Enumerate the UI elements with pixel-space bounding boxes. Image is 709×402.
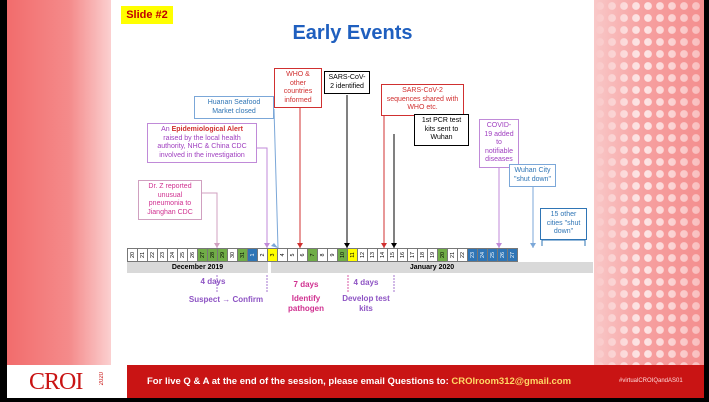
timeline-day-number: 13 bbox=[369, 252, 376, 258]
month-january: January 2020 bbox=[271, 262, 593, 273]
timeline-day-number: 7 bbox=[309, 253, 316, 257]
timeline-day-number: 21 bbox=[449, 252, 456, 258]
event-covid-notifiable: COVID-19 added to notifiable diseases bbox=[479, 119, 519, 168]
interval-days-1: 4 days bbox=[200, 277, 226, 286]
timeline-day-number: 27 bbox=[509, 252, 516, 258]
croi-logo bbox=[7, 365, 127, 398]
timeline-day-number: 29 bbox=[219, 252, 226, 258]
timeline-day-number: 5 bbox=[289, 253, 296, 257]
footer-email-link[interactable]: CROIroom312@gmail.com bbox=[451, 376, 572, 387]
timeline-day-number: 22 bbox=[459, 252, 466, 258]
interval-phase-suspect-confirm: Suspect → Confirm bbox=[188, 295, 264, 304]
timeline-day-number: 23 bbox=[159, 252, 166, 258]
timeline-day-number: 17 bbox=[409, 252, 416, 258]
timeline-day-number: 9 bbox=[329, 253, 336, 257]
croi-logo-text: CROI bbox=[29, 369, 83, 395]
timeline-day-number: 15 bbox=[389, 252, 396, 258]
timeline-day-number: 24 bbox=[169, 252, 176, 258]
event-epidemiological-alert bbox=[147, 123, 257, 163]
timeline-days bbox=[127, 248, 517, 262]
month-december: December 2019 bbox=[127, 262, 268, 273]
timeline-day-number: 1 bbox=[249, 253, 256, 257]
timeline-day-number: 26 bbox=[499, 252, 506, 258]
timeline-day-number: 8 bbox=[319, 253, 326, 257]
timeline-day-number: 10 bbox=[339, 252, 346, 258]
event-wuhan-shutdown: Wuhan City "shut down" bbox=[509, 164, 556, 187]
event-sars-cov2-identified: SARS-CoV-2 identified bbox=[324, 71, 370, 94]
slide-title: Early Events bbox=[292, 22, 413, 44]
timeline-day-number: 18 bbox=[419, 252, 426, 258]
event-sequences-shared: SARS-CoV-2 sequences shared with WHO etc. bbox=[381, 84, 464, 116]
event-other-cities-shutdown: 15 other cities "shut down" bbox=[540, 208, 587, 240]
epi-alert-pre: An bbox=[161, 126, 172, 133]
event-pcr-kits-sent: 1st PCR test kits sent to Wuhan bbox=[414, 114, 469, 146]
timeline-day-cell bbox=[507, 248, 518, 262]
left-decoration bbox=[7, 0, 111, 365]
slide-content bbox=[111, 0, 594, 365]
timeline-day-number: 23 bbox=[469, 252, 476, 258]
timeline-day-number: 20 bbox=[129, 252, 136, 258]
timeline-day-number: 27 bbox=[199, 252, 206, 258]
timeline-day-number: 26 bbox=[189, 252, 196, 258]
interval-phase-identify-pathogen: Identify pathogen bbox=[288, 294, 324, 313]
timeline-day-number: 6 bbox=[299, 253, 306, 257]
timeline-day-number: 30 bbox=[229, 252, 236, 258]
timeline-day-number: 16 bbox=[399, 252, 406, 258]
timeline-day-number: 19 bbox=[429, 252, 436, 258]
timeline-day-number: 25 bbox=[179, 252, 186, 258]
timeline-day-number: 14 bbox=[379, 252, 386, 258]
timeline-day-number: 12 bbox=[359, 252, 366, 258]
croi-logo-year: 2020 bbox=[99, 372, 105, 386]
timeline-day-number: 21 bbox=[139, 252, 146, 258]
timeline-day-number: 3 bbox=[269, 253, 276, 257]
footer-banner bbox=[7, 365, 704, 398]
timeline-day-number: 24 bbox=[479, 252, 486, 258]
event-who-informed: WHO & other countries informed bbox=[274, 68, 322, 108]
footer-instructions bbox=[147, 376, 571, 387]
footer-instructions-text: For live Q & A at the end of the session, please email Questions to: bbox=[147, 376, 452, 387]
footer-hashtag: #virtualCROIQandAS01 bbox=[619, 378, 683, 384]
slide bbox=[7, 0, 704, 398]
interval-phase-develop-test-kits: Develop test kits bbox=[342, 294, 390, 313]
slide-number-label: Slide #2 bbox=[121, 6, 173, 24]
timeline-day-number: 31 bbox=[239, 252, 246, 258]
right-dot-decoration bbox=[594, 0, 704, 365]
event-dr-z-report: Dr. Z reported unusual pneumonia to Jianghan CDC bbox=[138, 180, 202, 220]
timeline-day-number: 11 bbox=[349, 252, 356, 258]
timeline-day-number: 20 bbox=[439, 252, 446, 258]
timeline-day-number: 2 bbox=[259, 253, 266, 257]
epi-alert-post: raised by the local health authority, NHC & China CDC involved in the investigation bbox=[157, 134, 247, 159]
timeline-day-number: 22 bbox=[149, 252, 156, 258]
timeline-day-number: 28 bbox=[209, 252, 216, 258]
interval-days-2: 7 days bbox=[293, 280, 319, 289]
timeline-day-number: 25 bbox=[489, 252, 496, 258]
epi-alert-highlight: Epidemiological Alert bbox=[171, 126, 243, 133]
event-huanan-market-closed: Huanan Seafood Market closed bbox=[194, 96, 274, 119]
timeline-day-number: 4 bbox=[279, 253, 286, 257]
interval-days-3: 4 days bbox=[353, 278, 379, 287]
